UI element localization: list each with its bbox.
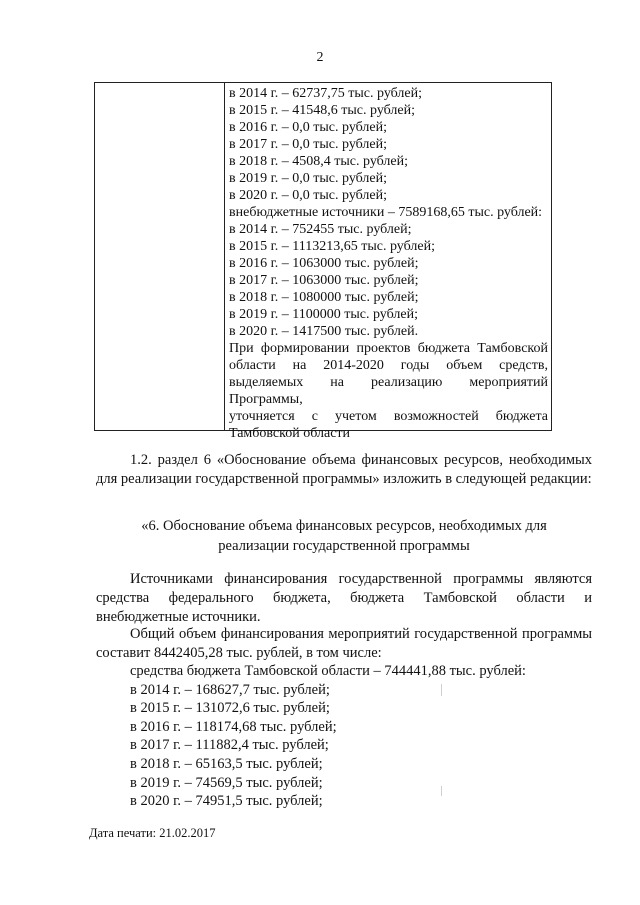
table-line: в 2014 г. – 752455 тыс. рублей;	[229, 222, 412, 237]
table-line: выделяемых на реализацию мероприятий Программы,	[229, 375, 548, 407]
table-line: в 2015 г. – 41548,6 тыс. рублей;	[229, 103, 415, 118]
table-line: в 2017 г. – 0,0 тыс. рублей;	[229, 137, 387, 152]
table-line: уточняется с учетом возможностей бюджета	[229, 409, 548, 424]
list-item: в 2017 г. – 111882,4 тыс. рублей;	[130, 737, 329, 754]
list-item: в 2018 г. – 65163,5 тыс. рублей;	[130, 755, 323, 772]
table-line: в 2019 г. – 0,0 тыс. рублей;	[229, 171, 387, 186]
table-column-divider	[224, 82, 225, 431]
table-line: в 2018 г. – 1080000 тыс. рублей;	[229, 290, 419, 305]
table-right-cell	[229, 85, 548, 442]
page-number: 2	[316, 50, 324, 65]
list-item: в 2014 г. – 168627,7 тыс. рублей;	[130, 681, 330, 698]
table-line: в 2020 г. – 0,0 тыс. рублей;	[229, 188, 387, 203]
scan-artifact	[441, 786, 442, 796]
list-item: в 2015 г. – 131072,6 тыс. рублей;	[130, 700, 330, 717]
total-funding-paragraph: Общий объем финансирования мероприятий государственной программы составит 8442405,28 тыс. рублей, в том числе:	[96, 626, 592, 661]
list-item: средства бюджета Тамбовской области – 744441,88 тыс. рублей:	[130, 663, 526, 679]
table-line: в 2020 г. – 1417500 тыс. рублей.	[229, 324, 419, 339]
table-line: в 2016 г. – 0,0 тыс. рублей;	[229, 120, 387, 135]
table-line: в 2016 г. – 1063000 тыс. рублей;	[229, 256, 419, 271]
item-1-2-paragraph: 1.2. раздел 6 «Обоснование объема финансовых ресурсов, необходимых для реализации государственной программы» изложить в следующей редакции:	[96, 452, 592, 487]
section-heading-line: реализации государственной программы	[218, 538, 470, 554]
table-line: внебюджетные источники – 7589168,65 тыс. рублей:	[229, 205, 543, 220]
table-line: в 2015 г. – 1113213,65 тыс. рублей;	[229, 239, 435, 254]
list-item: в 2016 г. – 118174,68 тыс. рублей;	[130, 718, 337, 735]
funding-sources-paragraph: Источниками финансирования государственной программы являются средства федерального бюджета, бюджета Тамбовской области и внебюджетные источники.	[96, 571, 592, 625]
scan-artifact	[441, 684, 442, 696]
list-item: в 2019 г. – 74569,5 тыс. рублей;	[130, 774, 323, 791]
list-item: в 2020 г. – 74951,5 тыс. рублей;	[130, 793, 323, 810]
table-line: Тамбовской области	[229, 426, 351, 441]
table-line: При формировании проектов бюджета Тамбовской	[229, 341, 548, 356]
table-line: в 2014 г. – 62737,75 тыс. рублей;	[229, 86, 422, 101]
table-line: в 2018 г. – 4508,4 тыс. рублей;	[229, 154, 408, 169]
regional-budget-list	[130, 662, 526, 811]
print-date: Дата печати: 21.02.2017	[89, 826, 216, 840]
table-line: области на 2014-2020 годы объем средств,	[229, 358, 548, 373]
section-heading	[96, 516, 592, 556]
section-heading-line: «6. Обоснование объема финансовых ресурсов, необходимых для	[141, 518, 547, 534]
table-line: в 2019 г. – 1100000 тыс. рублей;	[229, 307, 418, 322]
table-line: в 2017 г. – 1063000 тыс. рублей;	[229, 273, 419, 288]
